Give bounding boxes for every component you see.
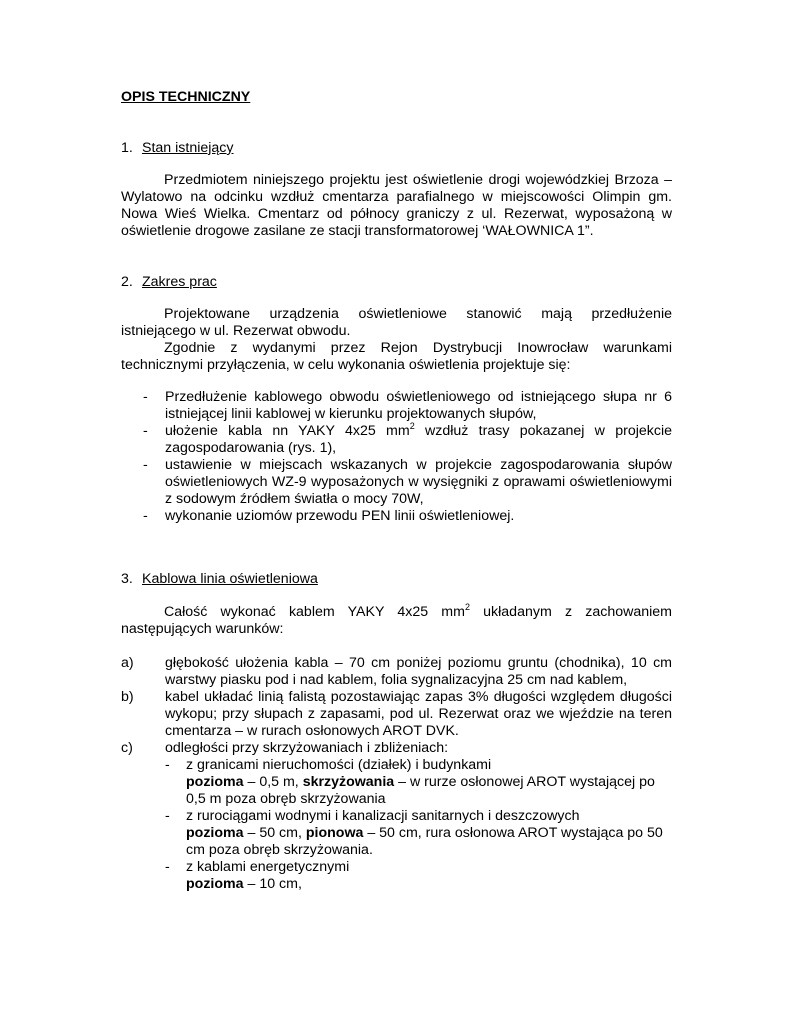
superscript: 2	[464, 602, 470, 612]
section-1-number: 1.	[121, 140, 133, 156]
section-2-title: Zakres prac	[142, 274, 217, 290]
section-1-paragraph: Przedmiotem niniejszego projektu jest oświetlenie drogi wojewódzkiej Brzoza – Wylatowo na odcinku wzdłuż cmentarza parafialnego w miejscowości Olimpin gm. Nowa Wieś Wielka. Cmentarz od północy graniczy z ul. Rezerwat, wyposażoną w oświetlenie drogowe zasilane ze stacji transformatorowej ‘WAŁOWNICA 1”.	[121, 172, 672, 239]
list-marker: c)	[121, 740, 133, 756]
section-2-paragraph-2: Zgodnie z wydanymi przez Rejon Dystrybucji Inowrocław warunkami technicznymi przyłączenia, w celu wykonania oświetlenia projektuje się:	[121, 340, 672, 373]
sublist-text: – 50 cm,	[243, 825, 306, 841]
bold-term: pionowa	[305, 825, 364, 841]
list-item: - Przedłużenie kablowego obwodu oświetleniowego od istniejącego słupa nr 6 istniejącej linii kablowej w kierunku projektowanych słupów,	[121, 389, 672, 423]
scope-of-work-list	[121, 389, 672, 525]
list-item-text: ułożenie kabla nn YAKY 4x25 mm	[165, 423, 410, 439]
distances-sublist	[165, 757, 672, 893]
sublist-text: – 0,5 m,	[243, 774, 303, 790]
list-marker: b)	[121, 689, 134, 705]
list-marker: a)	[121, 655, 134, 671]
sublist-text: – 50 cm, rura osłonowa AROT wystająca po 50 cm poza obręb skrzyżowania.	[186, 825, 663, 858]
list-item-text: kabel układać linią falistą pozostawiając zapas 3% długości względem długości wykopu; przy słupach z zapasami, pod ul. Rezerwat oraz we wjeździe na teren cmentarza – w rurach osłonowych AROT DVK.	[165, 689, 672, 739]
list-item: - ustawienie w miejscach wskazanych w projekcie zagospodarowania słupów oświetleniowych WZ-9 wyposażonych w wysięgniki z oprawami oświetleniowymi z sodowym źródłem światła o mocy 70W,	[121, 457, 672, 508]
list-item	[121, 423, 672, 457]
list-item	[121, 655, 672, 689]
sublist-line: z granicami nieruchomości (działek) i budynkami	[186, 757, 492, 773]
sublist-item	[165, 808, 672, 859]
section-2-heading	[121, 274, 217, 291]
sublist-item	[165, 859, 672, 893]
list-item	[121, 740, 672, 893]
bold-term: skrzyżowania	[302, 774, 395, 790]
section-1-title: Stan istniejący	[142, 140, 234, 156]
section-1-heading	[121, 140, 233, 157]
section-3-paragraph	[121, 604, 672, 638]
conditions-list	[121, 655, 672, 893]
paragraph-text: układanym z zachowaniem następujących warunków:	[121, 604, 672, 637]
bold-term: pozioma	[186, 825, 244, 841]
list-item-text: odległości przy skrzyżowaniach i zbliżeniach:	[165, 740, 449, 756]
paragraph-text: Całość wykonać kablem YAKY 4x25 mm	[164, 604, 465, 620]
sublist-text: – 10 cm,	[243, 876, 302, 892]
document-title: OPIS TECHNICZNY	[121, 89, 251, 105]
section-3-heading	[121, 571, 318, 588]
section-3-number: 3.	[121, 571, 133, 587]
list-item	[121, 689, 672, 740]
sublist-line: z rurociągami wodnymi i kanalizacji sanitarnych i deszczowych	[186, 808, 580, 824]
section-2-paragraph-1: Projektowane urządzenia oświetleniowe stanowić mają przedłużenie istniejącego w ul. Rezerwat obwodu.	[121, 306, 672, 339]
sublist-text: – w rurze osłonowej AROT wystającej po 0,5 m poza obręb skrzyżowania	[186, 774, 655, 807]
section-3-title: Kablowa linia oświetleniowa	[142, 571, 318, 587]
list-item-text: wzdłuż trasy pokazanej w projekcie zagospodarowania (rys. 1),	[165, 423, 672, 456]
list-item: - wykonanie uziomów przewodu PEN linii oświetleniowej.	[121, 508, 672, 525]
sublist-line: z kablami energetycznymi	[186, 859, 350, 875]
sublist-item	[165, 757, 672, 808]
superscript: 2	[409, 421, 415, 431]
bold-term: pozioma	[186, 774, 244, 790]
list-item-text: głębokość ułożenia kabla – 70 cm poniżej poziomu gruntu (chodnika), 10 cm warstwy piasku pod i nad kablem, folia sygnalizacyjna 25 cm nad kablem,	[165, 655, 672, 688]
section-2-number: 2.	[121, 274, 133, 290]
bold-term: pozioma	[186, 876, 244, 892]
